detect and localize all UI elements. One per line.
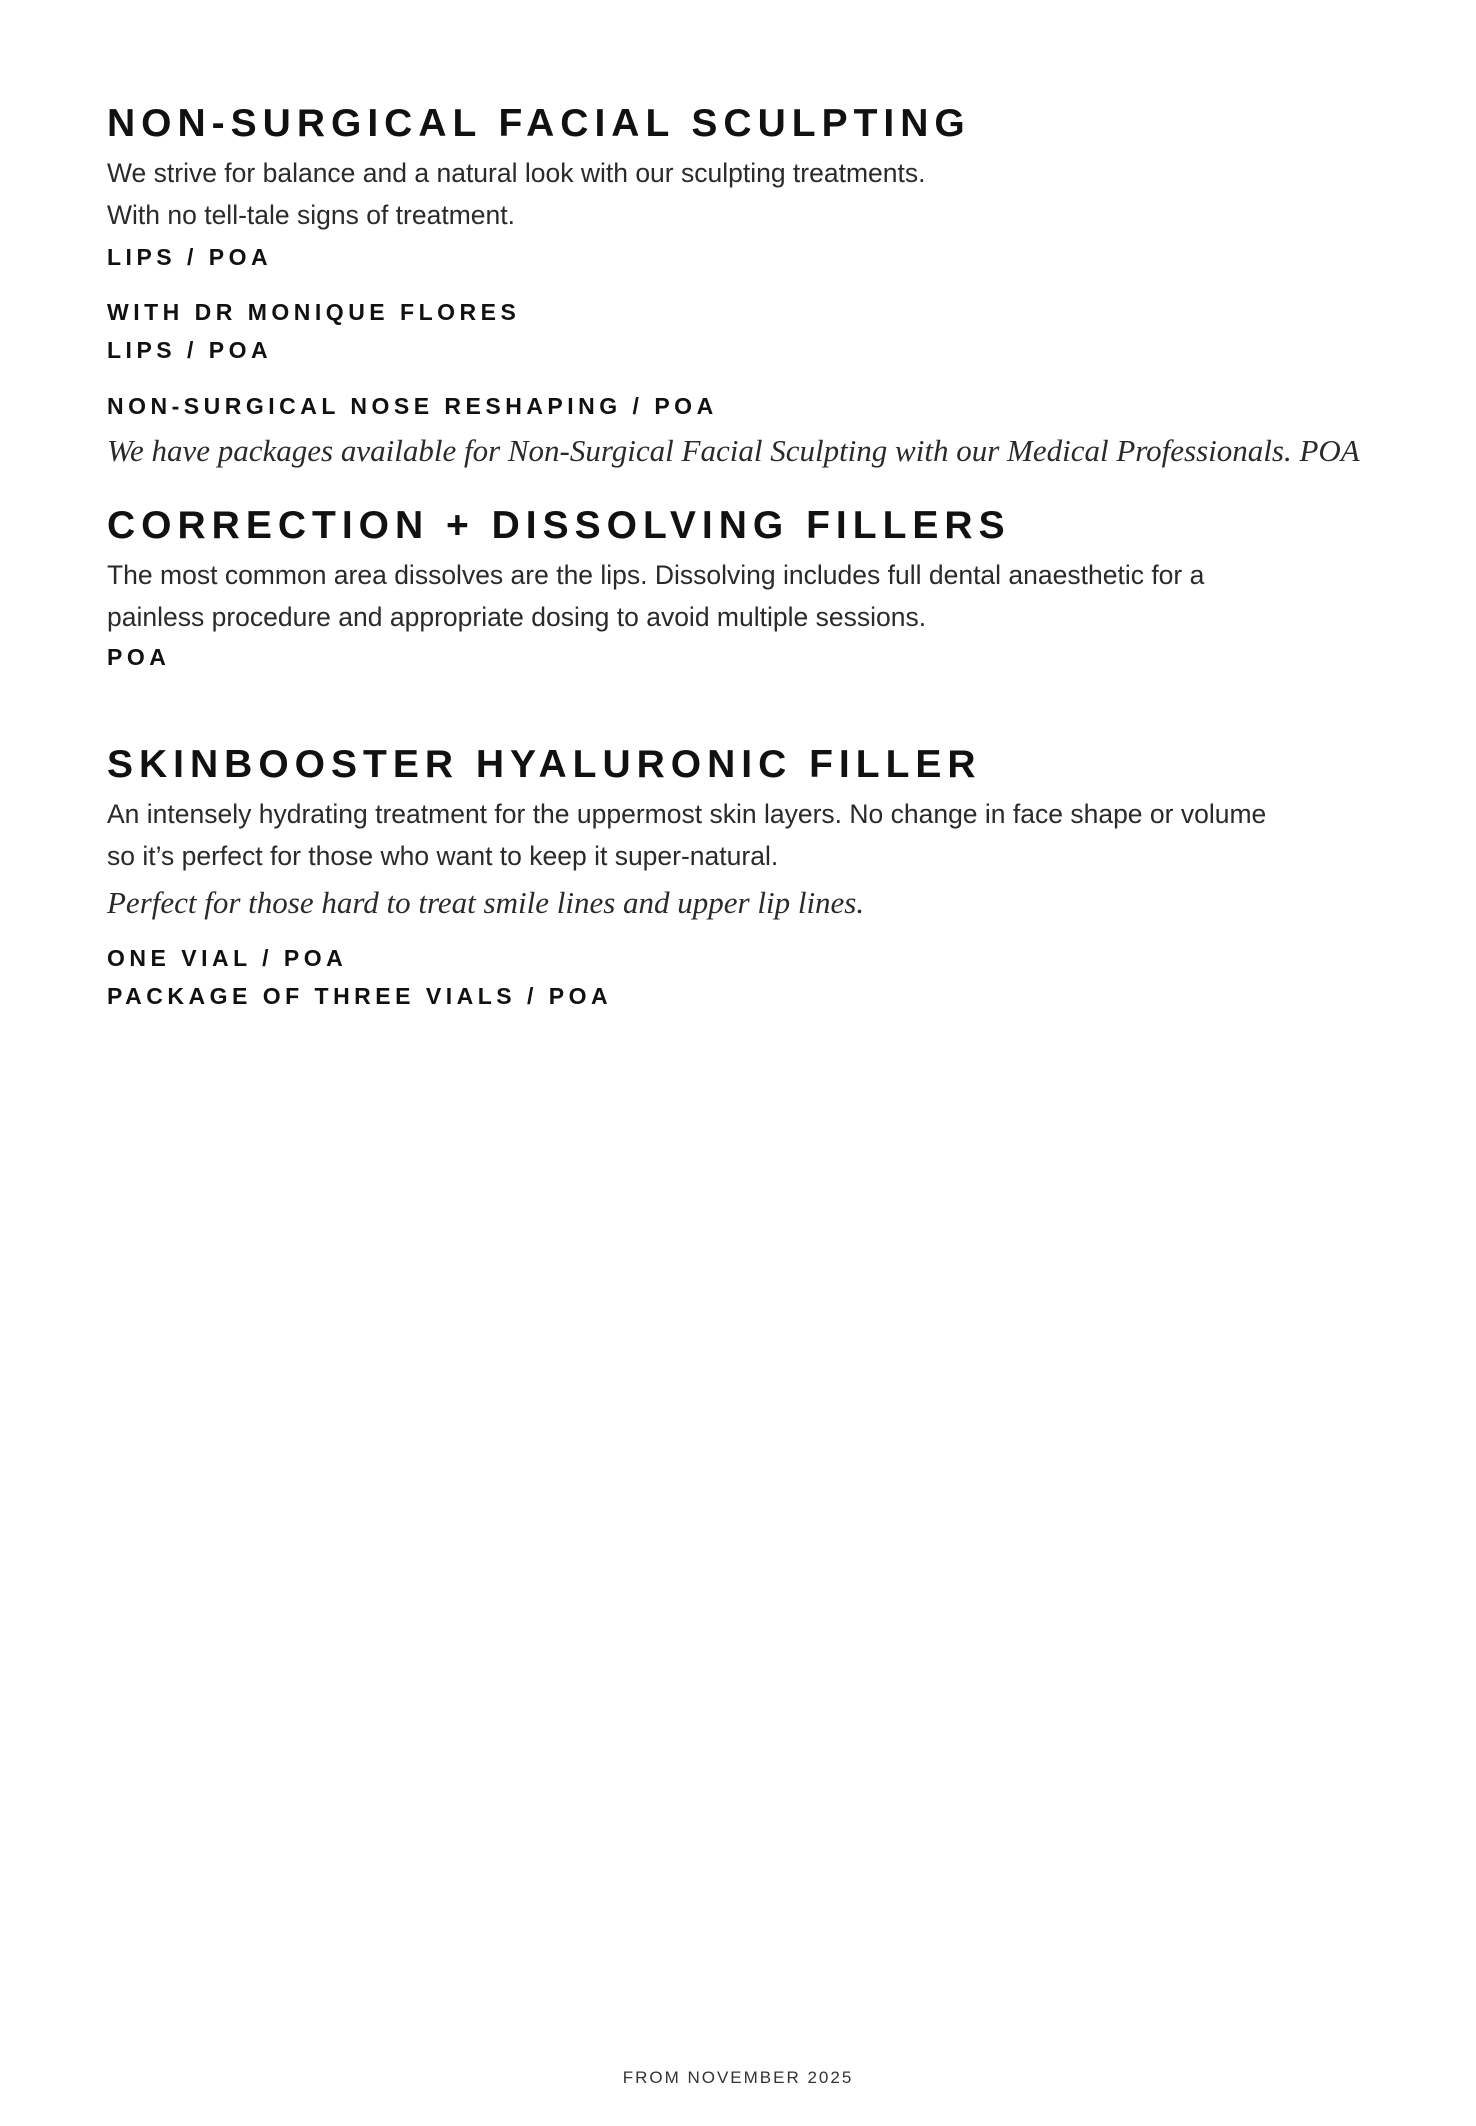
- price-line: PACKAGE OF THREE VIALS / POA: [107, 983, 613, 1009]
- section-description-line: The most common area dissolves are the lips. Dissolving includes full dental anaesthetic for a: [107, 560, 1205, 590]
- price-line: LIPS / POA: [107, 337, 273, 363]
- price-line: LIPS / POA: [107, 244, 273, 270]
- price-line: POA: [107, 644, 171, 670]
- price-line: ONE VIAL / POA: [107, 945, 348, 971]
- section-description-line: We strive for balance and a natural look with our sculpting treatments.: [107, 158, 926, 188]
- section-description-line: so it’s perfect for those who want to keep it super-natural.: [107, 841, 779, 871]
- doctor-label: WITH DR MONIQUE FLORES: [107, 299, 521, 325]
- page-content: [107, 98, 1387, 1015]
- section-description-line: An intensely hydrating treatment for the uppermost skin layers. No change in face shape or volume: [107, 799, 1267, 829]
- section-skinbooster: [107, 739, 1387, 1015]
- section-dissolving-fillers: [107, 500, 1387, 676]
- section-title: NON-SURGICAL FACIAL SCULPTING: [107, 102, 971, 145]
- italic-note: We have packages available for Non-Surgical Facial Sculpting with our Medical Professionals. POA: [107, 433, 1360, 468]
- section-title: SKINBOOSTER HYALURONIC FILLER: [107, 743, 982, 786]
- section-description-line: With no tell-tale signs of treatment.: [107, 200, 515, 230]
- section-description-line: painless procedure and appropriate dosing to avoid multiple sessions.: [107, 602, 927, 632]
- footer-date: FROM NOVEMBER 2025: [622, 2068, 854, 2087]
- italic-note: Perfect for those hard to treat smile lines and upper lip lines.: [107, 885, 865, 920]
- section-title: CORRECTION + DISSOLVING FILLERS: [107, 504, 1011, 547]
- section-facial-sculpting: [107, 98, 1387, 475]
- price-line: NON-SURGICAL NOSE RESHAPING / POA: [107, 393, 718, 419]
